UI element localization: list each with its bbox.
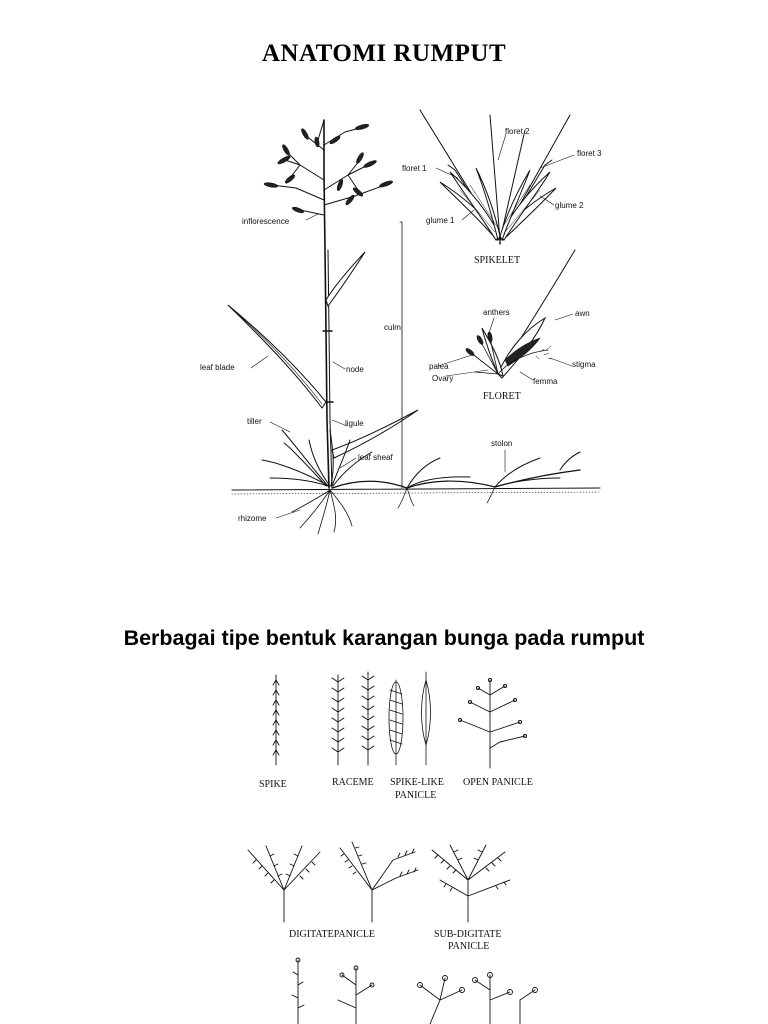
spike-like-panicle-drawing	[389, 672, 431, 765]
digitate-panicle-2-drawing	[340, 842, 418, 922]
label-anthers: anthers	[483, 308, 510, 317]
label-ovary: Ovary	[432, 374, 454, 383]
spike-drawing	[273, 675, 279, 765]
label-femma: femma	[533, 377, 558, 386]
sub-digitate-panicle-drawing	[432, 845, 510, 922]
label-tiller: tiller	[247, 417, 262, 426]
label-leaf-sheaf: leaf sheaf	[358, 453, 393, 462]
label-glume-1: glume 1	[426, 216, 455, 225]
label-palea: palea	[429, 362, 449, 371]
label-inflorescence: inflorescence	[242, 217, 290, 226]
inflorescence-row1-labels	[259, 777, 533, 801]
digitate-panicle-drawing	[248, 846, 320, 922]
inflorescence-row2-labels	[289, 929, 502, 952]
label-ligule: ligule	[345, 419, 364, 428]
spikelet-caption: SPIKELET	[474, 255, 521, 266]
label-leaf-blade: leaf blade	[200, 363, 235, 372]
raceme-drawing	[332, 672, 374, 765]
open-panicle-drawing	[458, 678, 526, 768]
label-floret-3: floret 3	[577, 149, 602, 158]
label-stigma: stigma	[572, 360, 596, 369]
grass-plant-drawing	[228, 120, 600, 534]
label-spike: SPIKE	[259, 779, 287, 790]
label-floret-1: floret 1	[402, 164, 427, 173]
label-panicle: PANICLE	[395, 790, 437, 801]
label-sub-digitate-panicle: PANICLE	[448, 941, 490, 952]
label-raceme: RACEME	[332, 777, 374, 788]
label-floret-2: floret 2	[505, 127, 530, 136]
row3-inflorescence-drawings	[292, 958, 538, 1024]
label-stolon: stolon	[491, 439, 513, 448]
page-title: ANATOMI RUMPUT	[261, 40, 507, 67]
label-culm: culm	[384, 323, 401, 332]
floret-caption: FLORET	[483, 391, 521, 402]
label-sub-digitate: SUB-DIGITATE	[434, 929, 502, 940]
label-glume-2: glume 2	[555, 201, 584, 210]
label-rhizome: rhizome	[238, 514, 267, 523]
section-subtitle: Berbagai tipe bentuk karangan bunga pada rumput	[123, 626, 645, 650]
label-awn: awn	[575, 309, 590, 318]
label-spike-like: SPIKE-LIKE	[390, 777, 444, 788]
label-open-panicle: OPEN PANICLE	[463, 777, 533, 788]
label-node: node	[346, 365, 364, 374]
label-digitate-panicle: DIGITATEPANICLE	[289, 929, 376, 940]
